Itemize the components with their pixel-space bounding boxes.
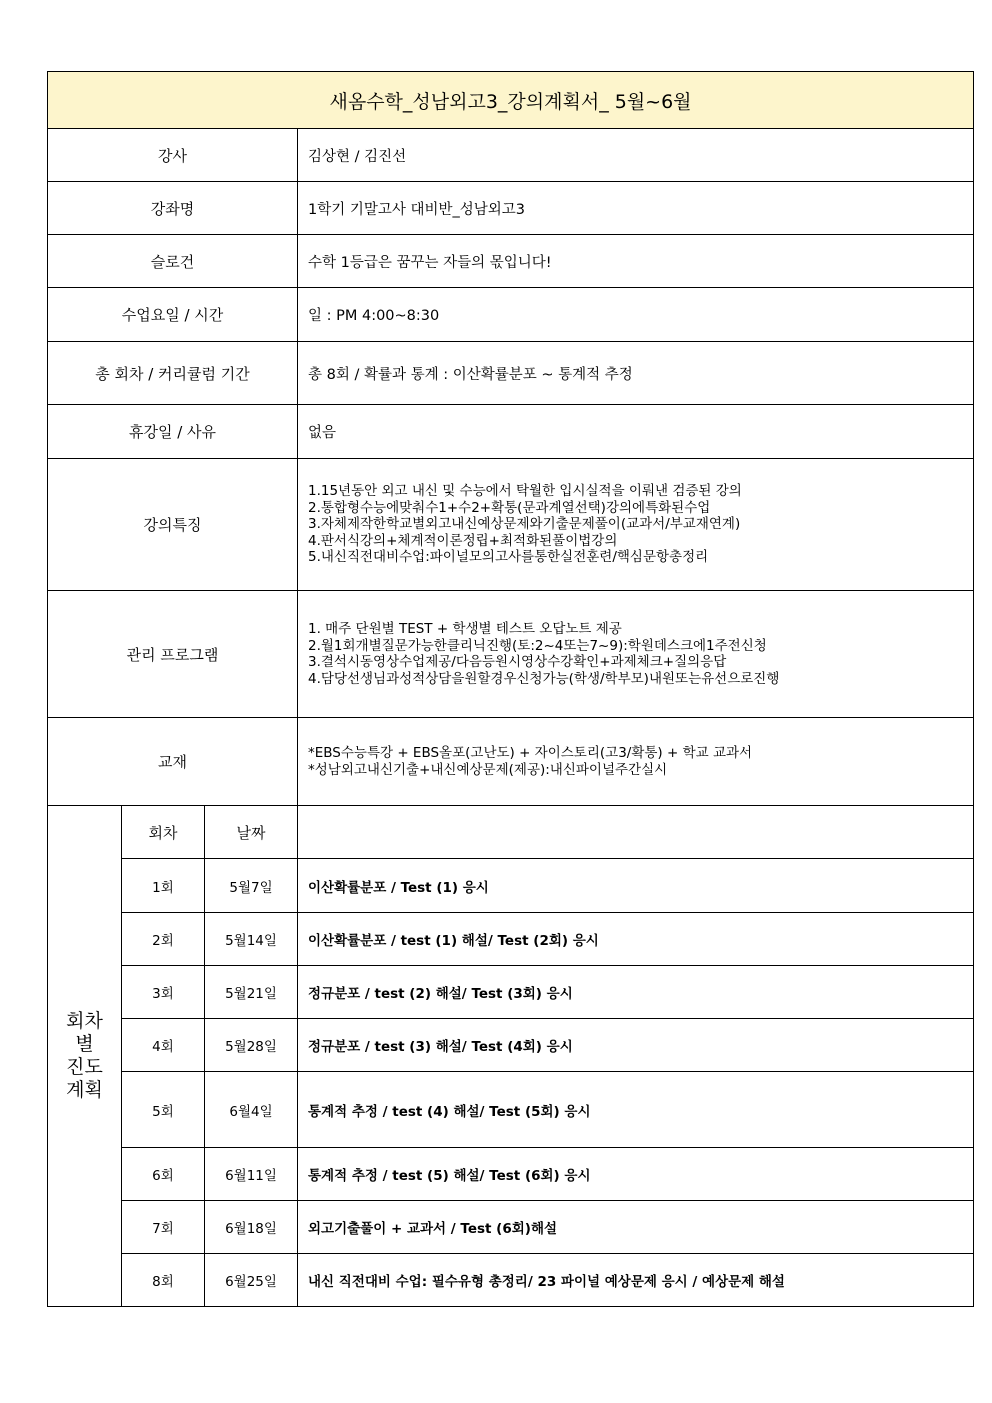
holiday-value: 없음 [298,405,974,459]
table-row [48,1019,974,1072]
management-line: 1. 매주 단원별 TEST + 학생별 테스트 오답노트 제공 [308,621,622,637]
date-cell: 5월21일 [205,966,298,1019]
management-list [298,591,974,718]
date-cell: 5월28일 [205,1019,298,1072]
textbook-line: *성남외고내신기출+내신예상문제(제공):내신파이널주간실시 [308,761,668,778]
date-cell: 5월14일 [205,913,298,966]
date-cell: 6월18일 [205,1201,298,1254]
schedule-value: 일 : PM 4:00~8:30 [298,288,974,342]
management-line: 4.담당선생님과성적상담을원할경우신청가능(학생/학부모)내원또는유선으로진행 [308,670,780,687]
slogan-label: 슬로건 [48,235,298,288]
plan-header-date: 날짜 [205,806,298,859]
table-row [48,1254,974,1307]
course-label: 강좌명 [48,182,298,235]
schedule-label: 수업요일 / 시간 [48,288,298,342]
content-cell: 외고기출풀이 + 교과서 / Test (6회)해설 [298,1201,974,1254]
content-cell: 정규분포 / test (3) 해설/ Test (4회) 응시 [298,1019,974,1072]
table-row [48,913,974,966]
content-cell: 통계적 추정 / test (4) 해설/ Test (5회) 응시 [298,1072,974,1148]
instructor-value: 김상현 / 김진선 [298,129,974,182]
plan-header-content [298,806,974,859]
features-list [298,459,974,591]
date-cell: 6월11일 [205,1148,298,1201]
table-row [48,859,974,913]
sessions-value: 총 8회 / 확률과 통계 : 이산확률분포 ~ 통계적 추정 [298,342,974,405]
table-row [48,1148,974,1201]
table-row [48,1072,974,1148]
session-cell: 3회 [122,966,205,1019]
features-line: 1.15년동안 외고 내신 및 수능에서 탁월한 입시실적을 이뤄낸 검증된 강의 [308,483,742,500]
content-cell: 내신 직전대비 수업: 필수유형 총정리/ 23 파이널 예상문제 응시 / 예상문제 해설 [298,1254,974,1307]
content-cell: 이산확률분포 / Test (1) 응시 [298,859,974,913]
session-cell: 8회 [122,1254,205,1307]
lecture-plan-table [47,71,974,1307]
content-cell: 정규분포 / test (2) 해설/ Test (3회) 응시 [298,966,974,1019]
content-cell: 이산확률분포 / test (1) 해설/ Test (2회) 응시 [298,913,974,966]
session-cell: 7회 [122,1201,205,1254]
features-line: 3.자체제작한학교별외고내신예상문제와기출문제풀이(교과서/부교재연계) [308,516,741,533]
plan-header-session: 회차 [122,806,205,859]
session-cell: 6회 [122,1148,205,1201]
textbook-list [298,718,974,806]
document-title: 새옴수학_성남외고3_강의계획서_ 5월~6월 [48,72,974,129]
features-line: 2.통합형수능에맞춰수1+수2+확통(문과계열선택)강의에특화된수업 [308,499,711,516]
slogan-value: 수학 1등급은 꿈꾸는 자들의 몫입니다! [298,235,974,288]
features-line: 4.판서식강의+체계적이론정립+최적화된풀이법강의 [308,532,618,549]
date-cell: 5월7일 [205,859,298,913]
plan-side-label-line: 별 [75,1033,94,1055]
features-label: 강의특징 [48,459,298,591]
textbook-line: *EBS수능특강 + EBS올포(고난도) + 자이스토리(고3/확통) + 학교 교과서 [308,745,753,761]
features-line: 5.내신직전대비수업:파이널모의고사를통한실전훈련/핵심문항총정리 [308,549,709,566]
table-row [48,966,974,1019]
session-cell: 5회 [122,1072,205,1148]
course-value: 1학기 기말고사 대비반_성남외고3 [298,182,974,235]
table-row [48,1201,974,1254]
textbook-label: 교재 [48,718,298,806]
session-cell: 4회 [122,1019,205,1072]
date-cell: 6월25일 [205,1254,298,1307]
date-cell: 6월4일 [205,1072,298,1148]
holiday-label: 휴강일 / 사유 [48,405,298,459]
session-cell: 1회 [122,859,205,913]
management-line: 3.결석시동영상수업제공/다음등원시영상수강확인+과제체크+질의응답 [308,654,727,670]
management-label: 관리 프로그램 [48,591,298,718]
content-cell: 통계적 추정 / test (5) 해설/ Test (6회) 응시 [298,1148,974,1201]
plan-side-label-line: 계획 [66,1079,103,1101]
plan-side-label-line: 회차 [66,1010,103,1032]
sessions-label: 총 회차 / 커리큘럼 기간 [48,342,298,405]
plan-side-label [48,806,122,1307]
management-line: 2.월1회개별질문가능한클리닉진행(토:2~4또는7~9):학원데스크에1주전신청 [308,637,767,654]
instructor-label: 강사 [48,129,298,182]
plan-side-label-line: 진도 [66,1056,103,1078]
session-cell: 2회 [122,913,205,966]
